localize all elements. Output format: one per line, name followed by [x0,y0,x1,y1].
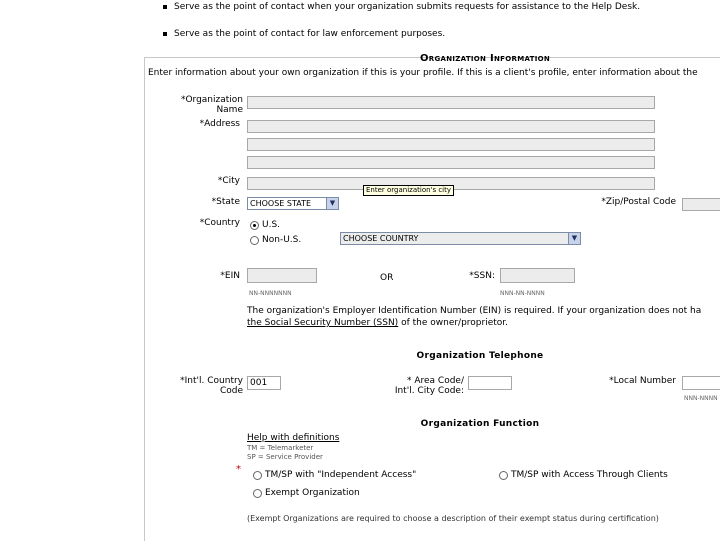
ein-input[interactable] [247,268,317,283]
country-label: *Country [199,218,240,228]
ein-requirement-note-2 [247,318,508,328]
ein-requirement-note: The organization's Employer Identification Number (EIN) is required. If your organization does not ha [247,306,702,316]
local-number-label: *Local Number [609,376,676,386]
zip-input[interactable] [682,198,720,211]
country-select-value: CHOOSE COUNTRY [343,234,419,243]
ssn-label: *SSN: [469,271,495,281]
ein-format-hint: NN-NNNNNNN [249,290,292,297]
country-us-label: U.S. [262,220,281,230]
list-item: Serve as the point of contact for law enforcement purposes. [160,27,640,54]
function-exempt-label: Exempt Organization [265,488,360,498]
ssn-definition-link[interactable]: the Social Security Number (SSN) [247,318,399,328]
country-non-us-label: Non-U.S. [262,235,302,245]
ein-note-rest: of the owner/proprietor. [401,318,509,328]
country-select[interactable] [340,232,581,245]
definition-tm: TM = Telemarketer [247,444,314,452]
local-number-input[interactable] [682,376,720,390]
function-through-clients-label: TM/SP with Access Through Clients [511,470,668,480]
local-number-format-hint: NNN-NNNN [684,395,718,402]
country-non-us-radio[interactable] [250,236,259,245]
help-definitions-link[interactable]: Help with definitions [247,433,340,443]
org-name-input[interactable] [247,96,655,109]
responsibility-list [160,0,640,54]
chevron-down-icon[interactable]: ▼ [568,233,580,244]
definition-sp: SP = Service Provider [247,453,323,461]
org-info-intro: Enter information about your own organization if this is your profile. If this is a client's profile, enter information about the [148,68,698,78]
exempt-footnote: (Exempt Organizations are required to choose a description of their exempt status during certification) [247,514,659,523]
org-name-label: *Organization Name [180,95,243,115]
address-line2-input[interactable] [247,138,655,151]
org-info-section-title: Organization Information [419,53,551,64]
function-through-clients-radio[interactable] [499,471,508,480]
city-tooltip: Enter organization's city [363,185,454,196]
area-code-label: * Area Code/ Int'l. City Code: [394,376,464,396]
address-label: *Address [199,119,240,129]
intl-country-code-input[interactable] [247,376,281,390]
state-label: *State [211,197,240,207]
ssn-input[interactable] [500,268,575,283]
telephone-section-title: Organization Telephone [416,351,544,361]
function-independent-radio[interactable] [253,471,262,480]
list-item: Serve as the point of contact when your organization submits requests for assistance to the Help Desk. [160,0,640,27]
function-independent-label: TM/SP with "Independent Access" [265,470,417,480]
zip-label: *Zip/Postal Code [601,197,676,207]
country-us-radio[interactable] [250,221,259,230]
address-line1-input[interactable] [247,120,655,133]
address-line3-input[interactable] [247,156,655,169]
chevron-down-icon[interactable]: ▼ [326,198,338,209]
required-asterisk: * [236,464,241,475]
state-select[interactable] [247,197,339,210]
function-exempt-radio[interactable] [253,489,262,498]
area-code-input[interactable] [468,376,512,390]
city-label: *City [217,176,240,186]
ssn-format-hint: NNN-NN-NNNN [500,290,545,297]
ein-or-separator: OR [380,273,394,283]
function-section-title: Organization Function [420,419,540,429]
state-select-value: CHOOSE STATE [250,199,312,208]
ein-label: *EIN [220,271,240,281]
intl-country-code-label: *Int'l. Country Code [180,376,243,396]
